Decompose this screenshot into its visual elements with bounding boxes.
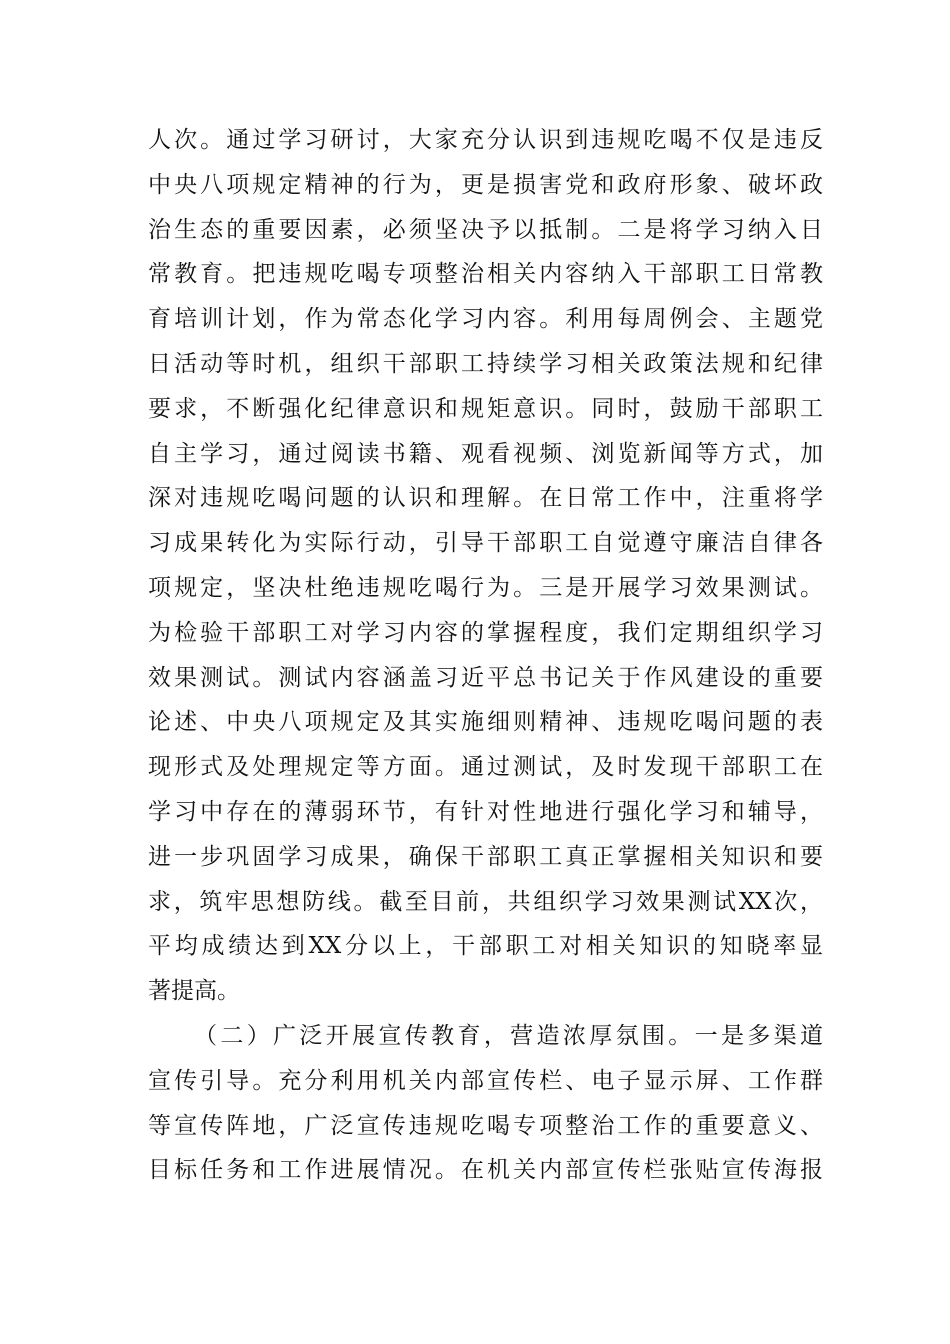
text-line: 进一步巩固学习成果，确保干部职工真正掌握相关知识和要 (148, 843, 823, 870)
text-line: 育培训计划，作为常态化学习内容。利用每周例会、主题党 (148, 306, 823, 333)
body-text (148, 118, 823, 1193)
text-line: 论述、中央八项规定及其实施细则精神、违规吃喝问题的表 (148, 709, 823, 736)
text-line: 治生态的重要因素，必须坚决予以抵制。二是将学习纳入日 (148, 216, 823, 243)
text-line: 学习中存在的薄弱环节，有针对性地进行强化学习和辅导， (148, 798, 823, 825)
text-line: 现形式及处理规定等方面。通过测试，及时发现干部职工在 (148, 754, 823, 781)
text-line: 要求，不断强化纪律意识和规矩意识。同时，鼓励干部职工 (148, 395, 823, 422)
text-line: 常教育。把违规吃喝专项整治相关内容纳入干部职工日常教 (148, 261, 823, 288)
text-line: 习成果转化为实际行动，引导干部职工自觉遵守廉洁自律各 (148, 530, 823, 557)
text-line: 日活动等时机，组织干部职工持续学习相关政策法规和纪律 (148, 350, 823, 377)
section-heading-line: （二）广泛开展宣传教育，营造浓厚氛围。一是多渠道 (194, 1022, 823, 1049)
text-line: 求，筑牢思想防线。截至目前，共组织学习效果测试XX次， (148, 888, 823, 915)
text-line: 中央八项规定精神的行为，更是损害党和政府形象、破坏政 (148, 171, 823, 198)
paragraph-end-line: 著提高。 (148, 978, 240, 1005)
text-line: 人次。通过学习研讨，大家充分认识到违规吃喝不仅是违反 (148, 127, 823, 153)
text-line: 平均成绩达到XX分以上，干部职工对相关知识的知晓率显 (148, 933, 823, 960)
text-line: 等宣传阵地，广泛宣传违规吃喝专项整治工作的重要意义、 (148, 1112, 823, 1139)
text-line: 目标任务和工作进展情况。在机关内部宣传栏张贴宣传海报 (148, 1157, 823, 1184)
text-line: 自主学习，通过阅读书籍、观看视频、浏览新闻等方式，加 (148, 440, 823, 467)
text-line: 宣传引导。充分利用机关内部宣传栏、电子显示屏、工作群 (148, 1067, 823, 1094)
text-line: 项规定，坚决杜绝违规吃喝行为。三是开展学习效果测试。 (148, 574, 823, 601)
text-line: 深对违规吃喝问题的认识和理解。在日常工作中，注重将学 (148, 485, 823, 512)
text-line: 效果测试。测试内容涵盖习近平总书记关于作风建设的重要 (148, 664, 823, 691)
text-line: 为检验干部职工对学习内容的掌握程度，我们定期组织学习 (148, 619, 823, 646)
